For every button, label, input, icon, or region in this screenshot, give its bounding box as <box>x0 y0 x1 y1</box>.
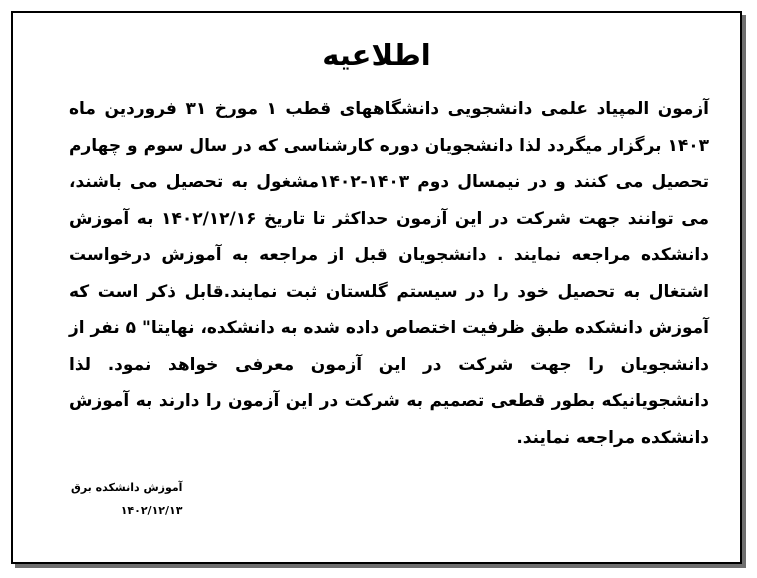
notice-body: آزمون المپیاد علمی دانشجویی دانشگاههای قطب ۱ مورخ ۳۱ فروردین ماه ۱۴۰۳ برگزار میگردد لذا دانشجویان دوره کارشناسی که در سال سوم و چهارم تحصیل می کنند و در نیمسال دوم ۱۴۰۳-۱۴۰۲مشغول به تحصیل می باشند، می توانند جهت شرکت در این آزمون حداکثر تا تاریخ ۱۴۰۲/۱۲/۱۶ به آموزش دانشکده مراجعه نمایند . دانشجویان قبل از مراجعه به آموزش درخواست اشتغال به تحصیل خود را در سیستم گلستان ثبت نمایند.قابل ذکر است که آموزش دانشکده طبق ظرفیت اختصاص داده شده به دانشکده، نهایتا" ۵ نفر از دانشجویان را جهت شرکت در این آزمون معرفی خواهد نمود. لذا دانشجویانیکه بطور قطعی تصمیم به شرکت در این آزمون را دارند به آموزش دانشکده مراجعه نمایند. <box>69 99 710 448</box>
signature-date: ۱۴۰۲/۱۲/۱۳ <box>120 504 183 517</box>
signature-office: آموزش دانشکده برق <box>71 481 183 494</box>
signature-block <box>71 476 182 522</box>
notice-title: اطلاعیه <box>322 38 431 72</box>
notice-frame <box>11 11 742 564</box>
